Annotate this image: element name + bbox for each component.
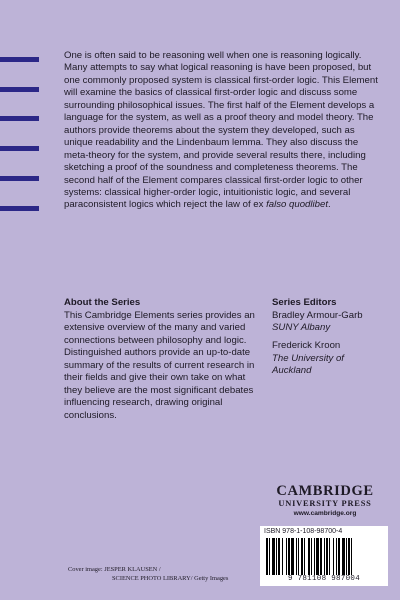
editor-entry: [272, 310, 384, 334]
barcode-icon: [264, 538, 384, 575]
series-editors-heading: Series Editors: [272, 297, 337, 308]
credit-line-1: Cover image: JESPER KLAUSEN /: [68, 566, 161, 573]
editor-name: Frederick Kroon: [272, 340, 341, 352]
publisher-subtitle: UNIVERSITY PRESS: [278, 499, 372, 508]
accent-bar-6: [0, 206, 39, 211]
accent-bar-2: [0, 87, 39, 92]
about-series-text: This Cambridge Elements series provides an extensive overview of the many and varied connections between philosophy and logic. Distinguished authors provide an up-to-date summary of the results of current research in their fields and give their own take on what they believe are the most significant debates influencing research, drawing original conclusions.: [64, 310, 255, 421]
cover-image-credit: [68, 565, 268, 583]
accent-bar-1: [0, 57, 39, 62]
editor-affiliation: SUNY Albany: [272, 322, 331, 334]
accent-bar-4: [0, 146, 39, 151]
publisher-name: CAMBRIDGE: [276, 483, 374, 499]
barcode-number: 9 781108 987004: [287, 575, 360, 583]
book-description: One is often said to be reasoning well when one is reasoning logically. Many attempts to say what logical reasoning is have been proposed, but one commonly proposed system is classical first-order logic. This Element will examine the basics of classical first-order logic and discuss some surrounding philosophical issues. The first half of the Element develops a language for the system, as well as a proof theory and model theory. The authors provide theorems about the system they developed, such as unique readability and the Lindenbaum lemma. They also discuss the meta-theory for the system, and provide several results there, including sketching a proof of the soundness and completeness theorems. The second half of the Element compares classical first-order logic to other systems: classical higher-order logic, intuitionistic logic, and several paraconsistent logics which reject the law of ex falso quodlibet.: [64, 50, 378, 211]
isbn-label: ISBN 978-1-108-98700-4: [264, 528, 343, 535]
editor-affiliation: The University of Auckland: [272, 352, 344, 376]
accent-bar-3: [0, 116, 39, 121]
latin-phrase: falso quodlibet: [266, 199, 328, 211]
accent-bar-5: [0, 176, 39, 181]
publisher-url: www.cambridge.org: [293, 510, 357, 517]
series-editors-list: [272, 310, 384, 383]
isbn-barcode: [260, 526, 388, 586]
editor-name: Bradley Armour-Garb: [272, 310, 363, 321]
editor-entry: [272, 340, 384, 377]
publisher-logo: [262, 484, 388, 519]
credit-line-2: SCIENCE PHOTO LIBRARY/ Getty Images: [112, 575, 229, 582]
about-series-heading: About the Series: [64, 297, 141, 308]
